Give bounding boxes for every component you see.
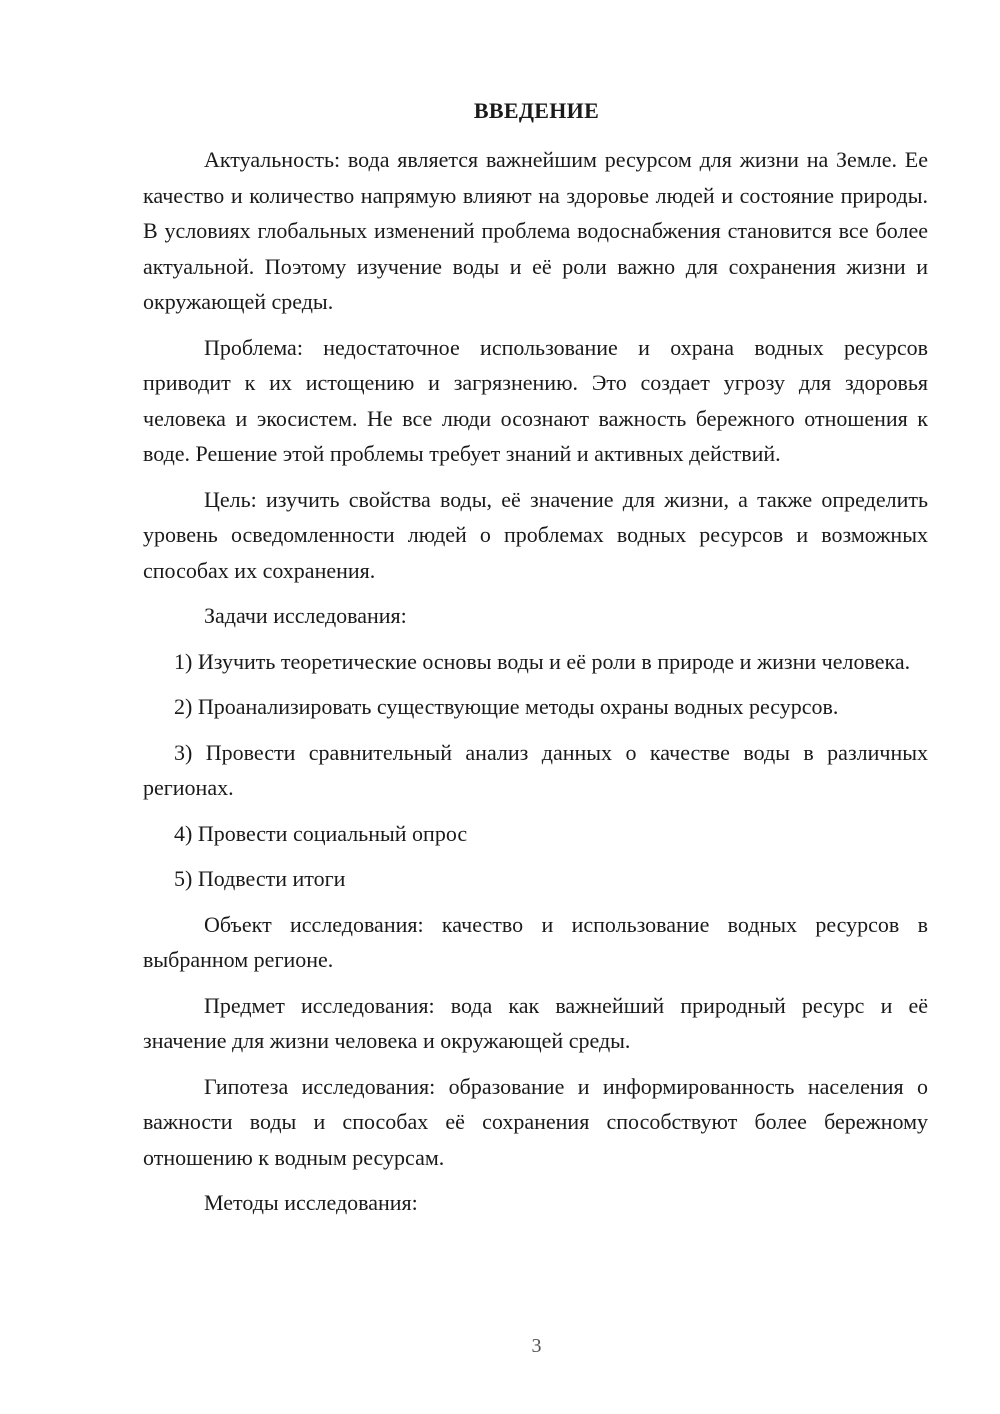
body-text (143, 142, 928, 1231)
paragraph-problem: Проблема: недостаточное использование и охрана водных ресурсов приводит к их истощению и загрязнению. Это создает угрозу для здоровья человека и экосистем. Не все люди осознают важность бережного отношения к воде. Решение этой проблемы требует знаний и активных действий. (143, 334, 928, 466)
paragraph-object: Объект исследования: качество и использование водных ресурсов в выбранном регионе. (143, 911, 928, 972)
methods-heading: Методы исследования: (204, 1190, 418, 1215)
task-item-1: 1) Изучить теоретические основы воды и её роли в природе и жизни человека. (174, 648, 911, 674)
task-item-4: 4) Провести социальный опрос (174, 820, 468, 846)
task-item-2: 2) Проанализировать существующие методы охраны водных ресурсов. (174, 694, 839, 719)
page-number: 3 (531, 1335, 542, 1357)
section-heading: ВВЕДЕНИЕ (473, 98, 600, 123)
paragraph-goal: Цель: изучить свойства воды, её значение для жизни, а также определить уровень осведомленности людей о проблемах водных ресурсов и возможных способах их сохранения. (143, 486, 928, 583)
tasks-heading: Задачи исследования: (204, 603, 407, 628)
paragraph-relevance: Актуальность: вода является важнейшим ресурсом для жизни на Земле. Ее качество и количество напрямую влияют на здоровье людей и состояние природы. В условиях глобальных изменений проблема водоснабжения становится все более актуальной. Поэтому изучение воды и её роли важно для сохранения жизни и окружающей среды. (143, 147, 928, 314)
paragraph-hypothesis: Гипотеза исследования: образование и информированность населения о важности воды и способах её сохранения способствуют более бережному отношению к водным ресурсам. (143, 1073, 928, 1170)
task-item-3: 3) Провести сравнительный анализ данных о качестве воды в различных регионах. (143, 739, 928, 800)
task-item-5: 5) Подвести итоги (174, 866, 346, 891)
paragraph-subject: Предмет исследования: вода как важнейший природный ресурс и её значение для жизни человека и окружающей среды. (143, 992, 928, 1053)
